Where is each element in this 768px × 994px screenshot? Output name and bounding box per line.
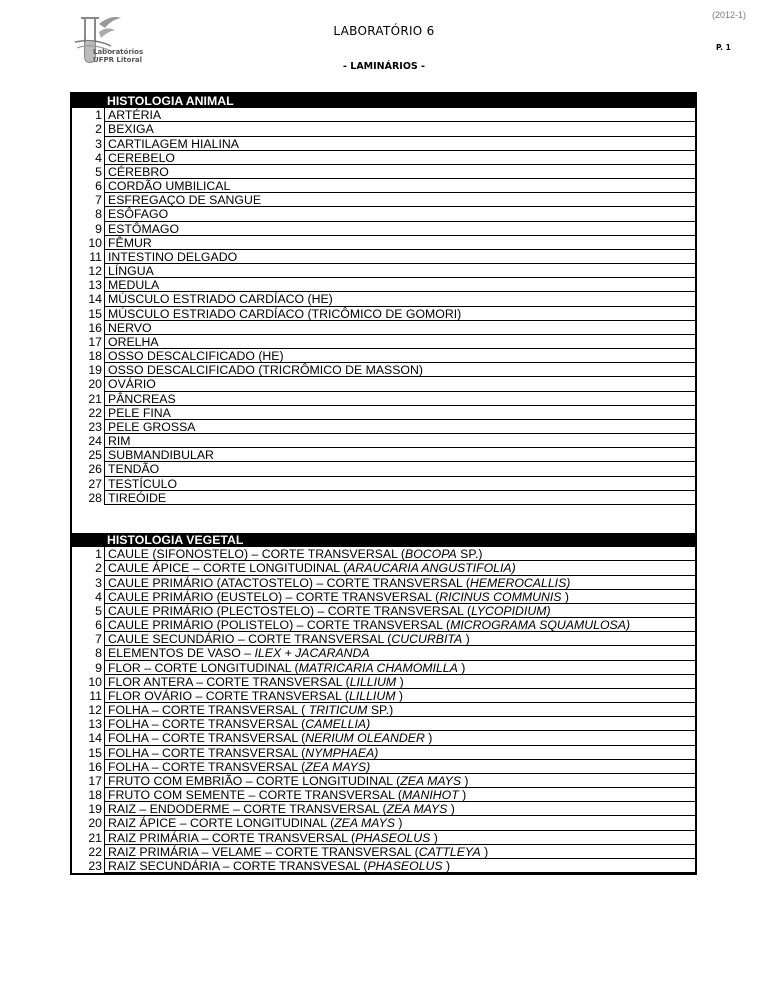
label-suffix: ) [394,816,403,831]
row-label: CEREBELO [104,151,695,165]
species-name: PHASEOLUS [367,858,443,873]
row-number: 1 [95,547,102,562]
species-name: NERIUM OLEANDER [305,731,425,746]
table-row [72,434,695,448]
row-label: BEXIGA [104,122,695,136]
row-number: 5 [95,164,102,179]
row-number: 14 [88,731,102,746]
species-name: LYCOPIDIUM) [471,603,551,618]
row-label: TIREÓIDE [104,491,695,505]
table-row [72,646,695,660]
label-suffix: ) [447,802,455,817]
label-suffix: ) [458,788,467,803]
row-number: 27 [88,476,102,491]
label-prefix: CAULE ÁPICE – CORTE LONGITUDINAL ( [108,561,348,576]
species-name: ARAUCARIA ANGUSTIFOLIA) [347,561,516,576]
row-number: 19 [88,363,102,378]
species-name: HEMEROCALLIS) [469,575,571,590]
row-number: 10 [88,235,102,250]
row-label: INTESTINO DELGADO [104,250,695,264]
table-row [72,307,695,321]
species-name: MATRICARIA CHAMOMILLA [298,660,458,675]
label-suffix: ) [442,858,451,873]
row-label [104,561,695,575]
row-label [104,646,695,660]
row-number: 24 [88,434,102,449]
row-label: RIM [104,434,695,448]
row-number: 6 [95,179,102,194]
label-suffix: ) [457,660,466,675]
row-label [104,816,695,830]
row-number: 23 [88,419,102,434]
species-name: LILLIUM [348,688,396,703]
row-label: LÍNGUA [104,264,695,278]
table-row [72,859,695,873]
label-prefix: CAULE PRIMÁRIO (EUSTELO) – CORTE TRANSVERSAL ( [108,589,440,604]
row-label [104,731,695,745]
label-prefix: FOLHA – CORTE TRANSVERSAL ( [108,745,306,760]
label-suffix: ) [561,589,569,604]
table-row [72,717,695,731]
label-suffix: ) [480,844,489,859]
table-row [72,788,695,802]
table-row [72,746,695,760]
section-header-animal [72,94,695,108]
page-subtitle: - LAMINÁRIOS - [343,61,425,72]
row-label: TENDÃO [104,462,695,476]
label-prefix: RAIZ PRIMÁRIA – CORTE TRANSVERSAL ( [108,830,356,845]
table-row [72,774,695,788]
row-label [104,831,695,845]
row-label: PÂNCREAS [104,392,695,406]
row-label [104,760,695,774]
table-row [72,222,695,236]
row-number: 7 [95,632,102,647]
row-label [104,632,695,646]
row-label [104,788,695,802]
table-row [72,731,695,745]
row-label: MEDULA [104,278,695,292]
row-number: 8 [95,207,102,222]
species-name: PHASEOLUS [355,830,431,845]
label-suffix: SP.) [456,547,483,562]
row-number: 25 [88,448,102,463]
table-row [72,816,695,830]
table-row [72,321,695,335]
label-prefix: CAULE PRIMÁRIO (PLECTOSTELO) – CORTE TRANSVERSAL ( [108,603,472,618]
row-label: PELE GROSSA [104,420,695,434]
row-label [104,689,695,703]
table-row [72,632,695,646]
row-label: OSSO DESCALCIFICADO (TRICRÔMICO DE MASSON) [104,363,695,377]
row-label: MÚSCULO ESTRIADO CARDÍACO (TRICÔMICO DE GOMORI) [104,307,695,321]
row-number: 22 [88,844,102,859]
label-prefix: FOLHA – CORTE TRANSVERSAL ( [108,731,306,746]
row-number: 20 [88,816,102,831]
section-title: HISTOLOGIA ANIMAL [107,94,234,108]
row-label [104,618,695,632]
page-number: P. 1 [716,43,731,52]
table-row [72,165,695,179]
table-row [72,193,695,207]
row-number: 3 [95,575,102,590]
table-row [72,576,695,590]
label-suffix: ) [430,830,438,845]
row-label [104,703,695,717]
species-name: LILLIUM [349,674,397,689]
label-prefix: FLOR – CORTE LONGITUDINAL ( [108,660,299,675]
page-title: LABORATÓRIO 6 [333,24,435,38]
table-row [72,363,695,377]
table-row [72,406,695,420]
row-number: 18 [88,788,102,803]
row-number: 6 [95,618,102,633]
row-label: OVÁRIO [104,377,695,391]
year-label: (2012-1) [712,10,747,20]
species-name: BOCOPA [405,547,457,562]
label-prefix: FRUTO COM SEMENTE – CORTE TRANSVERSAL ( [108,788,403,803]
table-row [72,108,695,122]
species-name: ILEX + JACARANDA [254,646,370,661]
table-row [72,335,695,349]
row-label [104,675,695,689]
row-number: 19 [88,802,102,817]
label-prefix: FOLHA – CORTE TRANSVERSAL ( [108,759,306,774]
row-number: 15 [88,745,102,760]
table-row [72,349,695,363]
logo-line-2: UFPR Litoral [93,56,143,64]
species-name: TRITICUM [308,703,368,718]
label-prefix: RAIZ SECUNDÁRIA – CORTE TRANSVESAL ( [108,858,368,873]
row-label: ESFREGAÇO DE SANGUE [104,193,695,207]
table-row [72,250,695,264]
label-suffix: SP.) [367,703,394,718]
label-prefix: FOLHA – CORTE TRANSVERSAL ( [108,717,306,732]
table-row [72,831,695,845]
table-row [72,477,695,491]
row-label: ESÔFAGO [104,207,695,221]
row-number: 1 [95,108,102,123]
row-number: 22 [88,405,102,420]
label-prefix: FRUTO COM EMBRIÃO – CORTE LONGITUDINAL ( [108,773,401,788]
label-prefix: ELEMENTOS DE VASO – [108,646,255,661]
row-label [104,859,695,873]
species-name: MANIHOT [402,788,459,803]
species-name: RICINUS COMMUNIS [439,589,562,604]
section-spacer [72,505,695,533]
row-number: 26 [88,462,102,477]
label-suffix: ) [424,731,433,746]
species-name: ZEA MAYS) [305,759,371,774]
label-suffix: ) [461,773,469,788]
row-label: SUBMANDIBULAR [104,448,695,462]
table-row [72,278,695,292]
row-label [104,576,695,590]
table-row [72,618,695,632]
row-label: ARTÉRIA [104,108,695,122]
row-number: 5 [95,603,102,618]
row-number: 17 [88,773,102,788]
row-number: 13 [88,278,102,293]
species-name: NYMPHAEA) [305,745,379,760]
species-name: ZEA MAYS [334,816,395,831]
row-number: 7 [95,193,102,208]
species-name: MICROGRAMA SQUAMULOSA) [450,618,631,633]
row-number: 28 [88,490,102,505]
table-row [72,179,695,193]
label-prefix: CAULE (SIFONOSTELO) – CORTE TRANSVERSAL ( [108,547,406,562]
species-name: ZEA MAYS [386,802,448,817]
table-row [72,122,695,136]
row-number: 17 [88,334,102,349]
label-prefix: FLOR ANTERA – CORTE TRANSVERSAL ( [108,674,350,689]
table-row [72,661,695,675]
row-number: 11 [89,688,102,703]
label-prefix: CAULE PRIMÁRIO (POLISTELO) – CORTE TRANSVERSAL ( [108,618,451,633]
table-row [72,845,695,859]
row-number: 4 [95,589,102,604]
row-label [104,661,695,675]
row-label: CÉREBRO [104,165,695,179]
label-prefix: FLOR OVÁRIO – CORTE TRANSVERSAL ( [108,688,349,703]
table-row [72,604,695,618]
row-label: FÊMUR [104,236,695,250]
row-number: 23 [88,858,102,873]
species-name: CATTLEYA [418,844,481,859]
section-header-vegetal [72,533,695,547]
label-prefix: RAIZ ÁPICE – CORTE LONGITUDINAL ( [108,816,335,831]
label-prefix: FOLHA – CORTE TRANSVERSAL ( [108,703,309,718]
table-row [72,151,695,165]
row-number: 3 [95,136,102,151]
row-label [104,802,695,816]
table-row [72,377,695,391]
logo-line-1: Laboratórios [93,48,144,56]
row-number: 15 [88,306,102,321]
row-label: CARTILAGEM HIALINA [104,137,695,151]
row-number: 2 [95,122,102,137]
table-row [72,137,695,151]
table-row [72,802,695,816]
table-row [72,462,695,476]
row-label: ORELHA [104,335,695,349]
row-number: 8 [95,646,102,661]
row-label: PELE FINA [104,406,695,420]
row-label [104,717,695,731]
table-row [72,392,695,406]
row-number: 12 [88,264,102,279]
row-number: 14 [88,292,102,307]
table-row [72,420,695,434]
table-row [72,292,695,306]
row-number: 2 [95,561,102,576]
row-label [104,604,695,618]
row-number: 13 [88,717,102,732]
label-suffix: ) [395,688,403,703]
row-number: 10 [88,674,102,689]
species-name: ZEA MAYS [400,773,462,788]
row-number: 9 [95,221,102,236]
row-label [104,845,695,859]
row-number: 20 [88,377,102,392]
row-number: 16 [88,320,102,335]
table-row [72,448,695,462]
row-number: 16 [88,759,102,774]
row-number: 18 [88,349,102,364]
row-number: 21 [88,391,102,406]
label-prefix: CAULE PRIMÁRIO (ATACTOSTELO) – CORTE TRANSVERSAL ( [108,575,470,590]
row-label: CORDÃO UMBILICAL [104,179,695,193]
row-number: 4 [95,150,102,165]
label-prefix: RAIZ PRIMÁRIA – VELAME – CORTE TRANSVERSAL ( [108,844,419,859]
table-row [72,703,695,717]
row-number: 21 [88,830,102,845]
label-suffix: ) [396,674,404,689]
row-label: OSSO DESCALCIFICADO (HE) [104,349,695,363]
table-row [72,760,695,774]
row-label [104,774,695,788]
row-number: 11 [89,249,102,264]
table-row [72,561,695,575]
table-row [72,491,695,505]
row-label: ESTÔMAGO [104,222,695,236]
label-prefix: RAIZ – ENDODERME – CORTE TRANSVERSAL ( [108,802,387,817]
row-label: MÚSCULO ESTRIADO CARDÍACO (HE) [104,292,695,306]
table-row [72,264,695,278]
row-label [104,547,695,561]
row-number: 9 [95,660,102,675]
slides-table [70,92,697,875]
species-name: CUCURBITA [391,632,463,647]
row-label: NERVO [104,321,695,335]
table-row [72,236,695,250]
table-row [72,207,695,221]
table-row [72,675,695,689]
table-row [72,590,695,604]
species-name: CAMELLIA) [305,717,371,732]
table-row [72,689,695,703]
label-prefix: CAULE SECUNDÁRIO – CORTE TRANSVERSAL ( [108,632,392,647]
label-suffix: ) [462,632,470,647]
row-label [104,746,695,760]
row-number: 12 [88,703,102,718]
row-label: TESTÍCULO [104,477,695,491]
section-title: HISTOLOGIA VEGETAL [107,532,244,547]
row-label [104,590,695,604]
table-row [72,547,695,561]
